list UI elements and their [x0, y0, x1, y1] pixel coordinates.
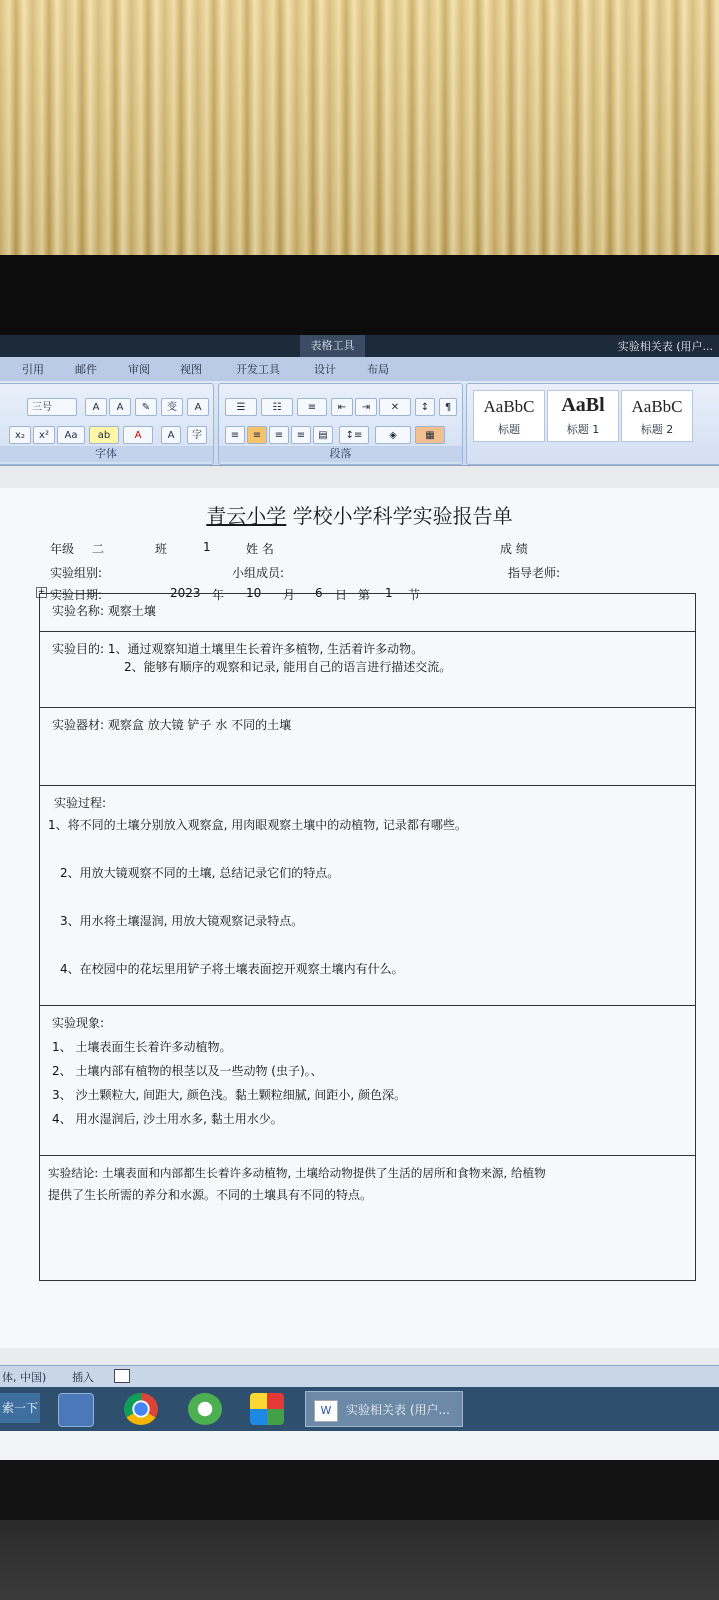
monitor-bezel-top — [0, 255, 719, 335]
browser-e-icon[interactable] — [188, 1393, 222, 1425]
align-right-icon[interactable]: ≡ — [269, 426, 289, 444]
phenomena-item-4: 4、 用水湿润后, 沙土用水多, 黏土用水少。 — [52, 1112, 283, 1126]
change-case-icon[interactable]: Aa — [57, 426, 85, 444]
phenomena-item-3: 3、 沙土颗粒大, 间距大, 颜色浅。黏土颗粒细腻, 间距小, 颜色深。 — [52, 1088, 406, 1102]
phenomena-item-1: 1、 土壤表面生长着许多动植物。 — [52, 1040, 232, 1054]
border-char-icon[interactable]: A — [187, 398, 209, 416]
tab-design[interactable]: 设计 — [314, 363, 336, 376]
conclusion-cell[interactable] — [40, 1156, 695, 1279]
style-title[interactable] — [473, 390, 545, 442]
char-shading-icon[interactable]: A — [161, 426, 181, 444]
grade-label: 年级 — [50, 542, 75, 556]
superscript-icon[interactable]: x² — [33, 426, 55, 444]
experiment-name: 实验名称: 观察土壤 — [52, 604, 156, 618]
period-value: 1 — [385, 586, 393, 600]
font-group-label: 字体 — [0, 446, 213, 462]
numbering-icon[interactable]: ☷ — [261, 398, 293, 416]
sort-icon[interactable]: ↕ — [415, 398, 435, 416]
app-tiles-icon[interactable] — [250, 1393, 284, 1425]
shrink-font-icon[interactable]: A — [109, 398, 131, 416]
group-label: 实验组别: — [50, 566, 103, 580]
style-sample: AaBbC — [483, 397, 535, 416]
date-month: 10 — [246, 586, 262, 600]
score-label: 成 绩 — [500, 542, 528, 556]
table-move-handle-icon[interactable]: + — [37, 587, 46, 597]
teacher-label: 指导老师: — [508, 566, 561, 580]
chrome-icon[interactable] — [124, 1393, 158, 1425]
date-month-unit: 月 — [283, 588, 296, 602]
style-name: 标题 1 — [566, 423, 600, 436]
style-heading-2[interactable] — [621, 390, 693, 442]
document-page[interactable] — [0, 488, 719, 1348]
clear-format-icon[interactable]: ✎ — [135, 398, 157, 416]
ribbon-tabs — [0, 357, 719, 382]
title-bar — [0, 335, 719, 357]
process-title: 实验过程: — [54, 796, 107, 810]
desktop-icon[interactable] — [58, 1393, 94, 1427]
date-day: 6 — [315, 586, 323, 600]
tab-view[interactable]: 视图 — [180, 363, 202, 376]
period-label: 第 — [358, 588, 371, 602]
process-step-1: 1、将不同的土壤分别放入观察盒, 用肉眼观察土壤中的动植物, 记录都有哪些。 — [48, 818, 467, 832]
style-heading-1[interactable] — [547, 390, 619, 442]
increase-indent-icon[interactable]: ⇥ — [355, 398, 377, 416]
report-table — [39, 593, 696, 1281]
paragraph-group — [218, 383, 463, 465]
taskbar-word-document[interactable] — [305, 1391, 463, 1427]
process-step-4: 4、在校园中的花坛里用铲子将土壤表面挖开观察土壤内有什么。 — [60, 962, 404, 976]
multilevel-list-icon[interactable]: ≡ — [297, 398, 327, 416]
grow-font-icon[interactable]: A — [85, 398, 107, 416]
title-rest: 学校小学科学实验报告单 — [292, 504, 513, 528]
bullets-icon[interactable]: ☰ — [225, 398, 257, 416]
enclose-char-icon[interactable]: 字 — [187, 426, 207, 444]
phenomena-cell[interactable] — [40, 1006, 695, 1156]
status-bar — [0, 1365, 719, 1388]
date-label: 实验日期: — [50, 588, 103, 602]
window-title: 实验相关表 (用户... — [617, 340, 713, 353]
experiment-purpose-cell[interactable] — [40, 632, 695, 708]
style-sample: AaBl — [561, 394, 605, 416]
styles-group — [466, 383, 719, 465]
conclusion-line-2: 提供了生长所需的养分和水源。不同的土壤具有不同的特点。 — [48, 1188, 373, 1202]
ribbon — [0, 381, 719, 466]
date-year-unit: 年 — [212, 588, 225, 602]
phenomena-item-2: 2、 土壤内部有植物的根茎以及一些动物 (虫子)。、 — [52, 1064, 323, 1078]
font-size-select[interactable]: 三号 — [27, 398, 77, 416]
align-center-icon[interactable]: ≡ — [247, 426, 267, 444]
purpose-line-2: 2、能够有顺序的观察和记录, 能用自己的语言进行描述交流。 — [124, 660, 452, 674]
style-sample: AaBbC — [631, 397, 683, 416]
tab-layout[interactable]: 布局 — [367, 363, 389, 376]
decrease-indent-icon[interactable]: ⇤ — [331, 398, 353, 416]
line-spacing-icon[interactable]: ↕≡ — [339, 426, 369, 444]
members-label: 小组成员: — [232, 566, 285, 580]
process-cell[interactable] — [40, 786, 695, 1006]
period-unit: 节 — [408, 588, 421, 602]
font-color-icon[interactable]: A — [123, 426, 153, 444]
style-name: 标题 — [498, 423, 520, 436]
experiment-name-cell[interactable] — [40, 594, 695, 632]
subscript-icon[interactable]: x₂ — [9, 426, 31, 444]
date-day-unit: 日 — [335, 588, 348, 602]
process-step-3: 3、用水将土壤湿润, 用放大镜观察记录特点。 — [60, 914, 304, 928]
tab-review[interactable]: 审阅 — [128, 363, 150, 376]
status-language[interactable]: 体, 中国) — [2, 1371, 47, 1384]
task-label: 实验相关表 (用户... — [346, 1403, 450, 1417]
word-doc-icon: W — [314, 1400, 338, 1422]
class-value: 1 — [203, 540, 211, 554]
equipment-text: 实验器材: 观察盒 放大镜 铲子 水 不同的土壤 — [52, 718, 292, 732]
document-title — [0, 500, 719, 529]
justify-icon[interactable]: ≡ — [291, 426, 311, 444]
tab-references[interactable]: 引用 — [22, 363, 44, 376]
show-marks-icon[interactable]: ¶ — [439, 398, 457, 416]
grade-value: 二 — [92, 542, 105, 556]
class-label: 班 — [155, 542, 168, 556]
background-curtain — [0, 0, 719, 255]
taskbar — [0, 1387, 719, 1431]
desk — [0, 1520, 719, 1600]
school-name: 青云小学 — [206, 504, 287, 528]
phonetic-icon[interactable]: 变 — [161, 398, 183, 416]
document-area — [0, 466, 719, 1366]
process-step-2: 2、用放大镜观察不同的土壤, 总结记录它们的特点。 — [60, 866, 340, 880]
chinese-layout-icon[interactable]: ✕ — [379, 398, 411, 416]
tab-developer[interactable]: 开发工具 — [236, 363, 280, 376]
word-window — [0, 335, 719, 1460]
align-left-icon[interactable]: ≡ — [225, 426, 245, 444]
font-group — [0, 383, 214, 465]
conclusion-line-1: 实验结论: 土壤表面和内部都生长着许多动植物, 土壤给动物提供了生活的居所和食物来源, 给植物 — [48, 1166, 546, 1180]
macro-record-icon[interactable] — [114, 1369, 130, 1383]
search-box[interactable]: 索一下 — [0, 1393, 40, 1423]
purpose-line-1: 实验目的: 1、通过观察知道土壤里生长着许多植物, 生活着许多动物。 — [52, 642, 424, 656]
borders-icon[interactable]: ▦ — [415, 426, 445, 444]
equipment-cell[interactable] — [40, 708, 695, 786]
tab-mailings[interactable]: 邮件 — [75, 363, 97, 376]
highlight-icon[interactable]: ab — [89, 426, 119, 444]
phenomena-title: 实验现象: — [52, 1016, 105, 1030]
shading-icon[interactable]: ◈ — [375, 426, 411, 444]
style-name: 标题 2 — [640, 423, 674, 436]
date-year: 2023 — [170, 586, 201, 600]
status-insert-mode[interactable]: 插入 — [72, 1371, 94, 1384]
distribute-icon[interactable]: ▤ — [313, 426, 333, 444]
paragraph-group-label: 段落 — [219, 446, 462, 462]
context-tab-table-tools[interactable]: 表格工具 — [300, 335, 365, 357]
name-label: 姓 名 — [246, 542, 274, 556]
